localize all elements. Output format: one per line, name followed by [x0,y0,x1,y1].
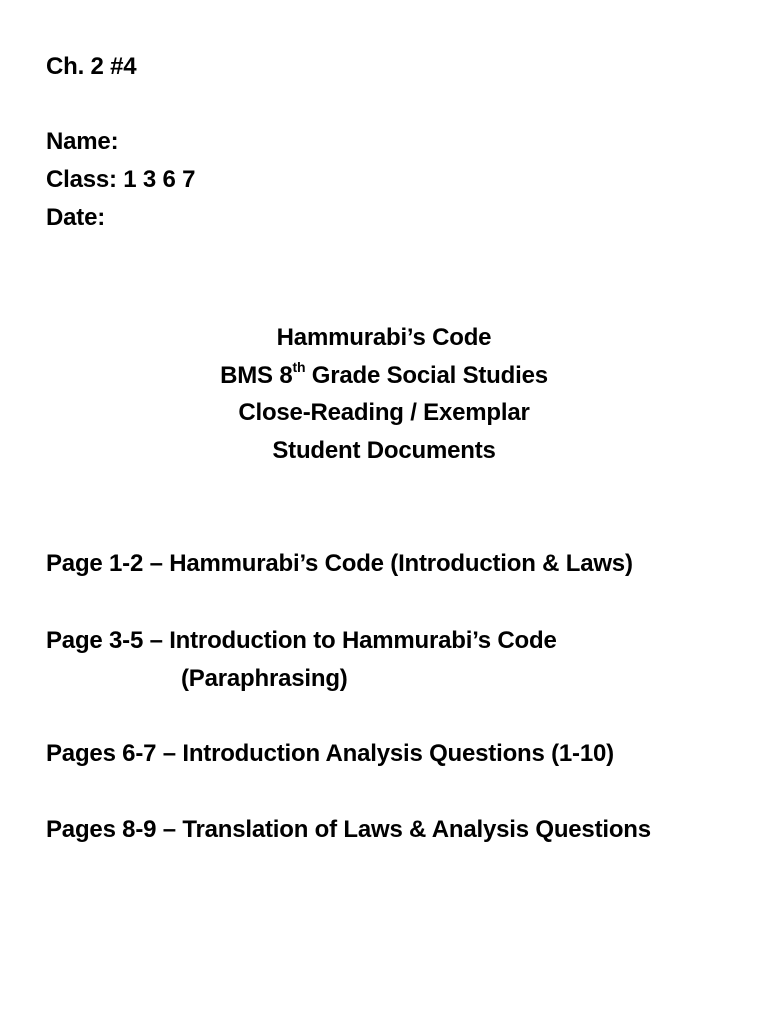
contents-item-4: Pages 8-9 – Translation of Laws & Analysis Questions [46,816,651,843]
contents-item-2-continuation: (Paraphrasing) [181,665,348,692]
class-field-label: Class: 1 3 6 7 [46,166,196,193]
subtitle-prefix: BMS 8 [220,362,293,389]
contents-item-3: Pages 6-7 – Introduction Analysis Questions (1-10) [46,740,614,767]
name-field-label: Name: [46,128,119,155]
document-line3: Close-Reading / Exemplar [238,399,530,426]
subtitle-suffix: Grade Social Studies [305,362,548,389]
document-line4: Student Documents [272,437,496,464]
chapter-label: Ch. 2 #4 [46,53,137,80]
subtitle-superscript: th [292,359,306,375]
document-subtitle [0,361,768,391]
contents-item-2: Page 3-5 – Introduction to Hammurabi’s Code [46,627,557,654]
document-title: Hammurabi’s Code [276,324,492,351]
date-field-label: Date: [46,204,106,231]
contents-item-1: Page 1-2 – Hammurabi’s Code (Introduction & Laws) [46,550,633,577]
